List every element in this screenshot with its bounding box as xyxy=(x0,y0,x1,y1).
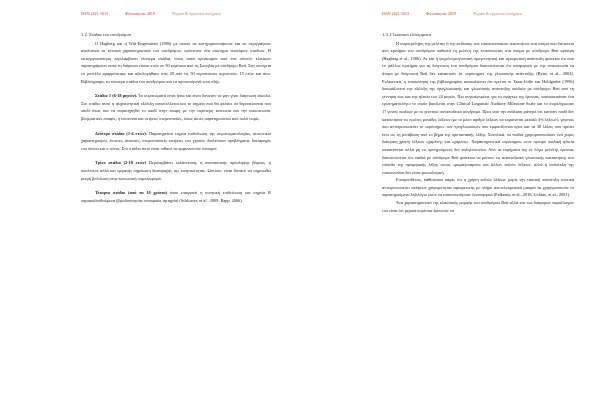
stage-text: Περιλαμβάνει ταλάντευση, η αναπαυτικής πρόσληψης βάρους, η υπολίπτος αλλά και εμφανής σημείωση διαταραχής της κινητικότητας. Ωστόσο, είναι δυνατό να σημειωθεί μικρή βελτίωση στην κοινωνική συμπεριφορά. xyxy=(81,160,271,181)
stage-label: Δεύτερο στάδιο (1-4 ετών). xyxy=(95,130,147,136)
right-page-header xyxy=(382,11,538,16)
header-title: Ψυχικά & οργανικά νοσήματα xyxy=(171,11,221,16)
stage-label: Στάδιο 1 (6-18 μηνών). xyxy=(95,93,138,99)
body-paragraph: Επιπροσθέτως, καθίσταται σαφές ότι η χρήση απλών λέξεων χωρίς την ταυτική ανάπτυξη ταυτικά αντιπροσωπεύει σκέψεων χρησιμότητας αφαιρετικής με πλήρο αποτελεσματικά μακριά να χρησιμοποιούν το παρατηρούμενο λεξιλόγιο ώστε να επικοινωνήσουν λειτουργικά (Pelkerny, et al., 2016. Uchino, et al., 2001). xyxy=(382,177,574,198)
header-journal: Φιλοπαίγνια, 2019 xyxy=(125,11,155,16)
stage-paragraph xyxy=(81,92,271,122)
header-issn: ISSN 2421-1613 xyxy=(81,11,109,16)
stage-label: Τέταρτο στάδιο (από τα 10 χρόνια) xyxy=(95,190,167,196)
stage-paragraph xyxy=(81,189,271,204)
header-issn: ISSN 2421-1613 xyxy=(382,11,410,16)
stage-paragraph xyxy=(81,159,271,182)
right-page xyxy=(300,0,600,407)
header-title: Ψυχικά & οργανικά νοσήματα xyxy=(472,11,522,16)
left-page-header xyxy=(81,11,237,16)
intro-paragraph: Ο Hagberg και η Witt-Engerström (1986) με σκοπό να κατηγοριοποιήσουν και να περιγράψουν αναλυτικά τα κλινικά χαρακτηριστικά του συνδρόμου, πρότειναν ένα σύστημα τεσσάρων σταδίων. Η κατηγοριοποίηση περιλαμβάνει τέσσερα στάδια, όπως αυτά προέκυψαν από ένα σύνολο κλινικών παρατηρήσεων κατά τη διάρκεια είκοσι ετών σε 50 κορίτσια από τη Σουηδία με σύνδρομο Rett. Στη συνέχεια το μοντέλο εφαρμόστηκε και αξιολογήθηκε στις 29 από τις 50 περιπτώσεις κοριτσιών, 15 ετών και άνω. Βιβλιόγραφο, τα τέσσερα στάδια του συνδρόμου και τα προτεινόμενά τους εξής: xyxy=(81,40,271,84)
section-title: 1.3. Γλωσσικό ελλείμματα xyxy=(382,32,431,37)
section-title: 1.2. Στάδια του συνδρόμου xyxy=(81,32,132,37)
stage-text: όπου επικρατεί η κινητική επιδείνωση και σημεία Β παρακολουθούμενα (βρωδοκινησία, αναυμαία, αρτηρία) (Schlosser, et al., 2009. Rapp, 2006). xyxy=(81,190,272,203)
stage-text: Παρατηρείται ταχεία επιδείνωση της συμπτωματολογίας, αυτιστικοί χαρακτηρισμοί, έντονες, άσκοπες, στερεοτυπικές κινήσεις των χεριών, διαλείπουν προβλήματα, διαταραχές του ύπνου και ο πόνος. Στο στάδιο αυτό είναι πιθανό να εμφανιστούν σπασμοί. xyxy=(81,130,272,151)
stage-label: Τρίτο στάδιο (2-10 ετών) xyxy=(95,160,146,166)
header-journal: Φιλοπαίγνια, 2019 xyxy=(426,11,456,16)
body-paragraph: Ένα χαρακτηριστικό της κλασσικής μορφής του συνδρόμου Rett αλλά και των διάφορων παραλλαγών του είναι ότι μερικά κορίτσια ξεκινούν να xyxy=(382,200,574,213)
body-paragraph: Η συμπερίληψη της μελέτης ή της επίδοσης των επικοινωνιακών ικανοτήτων στα ατόμα που διέπονται από κριτήρια του συνδρόμου καθιστά τη μελέτη της επικοινωνίας στα άτομα με σύνδρομο Rett κρίσιμη (Hagberg et al., 1986). Αν και η ψυχολογική/οπτική προγεννητική και αγκυροτική ανάπτυξη φαίνεται ότι από το μάλλον κριτήρια για τη διάγνωση του συνδρόμου διαπιστώνεται ότι αναφορικά με την επικοινωνία τα άτομα με διάγνωση Rett δεν κατακτούν τα «ορόσημα» της γλωσσικής ανάπτυξης (Ryan, et al., 2004). Ενδεικτικά, η επισκόπηση της βιβλιογραφίας αποκαλύπτει ότι πρώτοι οι Tams-Little και Holdgrafer (1996) δοκιμάζονται την εξέλιξη της προγλωσσικής και γλωσσικής ανάπτυξης παιδιών με σύνδρομο Rett από τη γέννηση έως και την ηλικία των 24 μηνών. Πιο συγκεκριμένα, για τις ανάγκες της έρευνας, κατασκευάσαν ένα ερωτηματολόγιο το οποίο βασίζεται στην Clinical Linguistic Auditory Milestone Scale και το συμπλήρωσαν 17 γονείς παιδιών με το γενετικό συναποδεικό σύνδρομο. Προς από την ανάλυση φάνηκε ότι κατόπιν παιδί δεν κατέκτησαν τις πρώτες μονάδες λέξεων (με το μέσο αριθμό λέξεων να κυμαίνεται μεταξύ 4-6 λέξεων), γεγονός που αντιπροσωπεύει το «ορόσημο» των προγλωσσικών που εμφανίζονται προς και τα 38 λέξεις που πρέπει έτσι ως τη μετάβαση από το βήμα της προτασιακής λέξης. Συνολικά, τα παιδιά χρησιμοποιούσαν ένα χωρίς διάκριση χρήση λέξεων «χαμένη» και «χαμένη». Χαρακτηριστικά «ορόσημα» στον πρώιμο παιδική ηλικία κατακτάνται αλλά μη τις προηγούμενες δεν εκδηλώνονται. Από τα ευρήματα της εν λόγω μελέτης έρευνας διαπιστώνεται ότι παιδιά με σύνδρομο Rett φαίνεται να μένουν τις αναπτυξιακό γλωσσικής κατάκτησης στο επίπεδο της προφορικής λέξης στους «μαμά/μπαμπά» και άλλων απλών λέξεων, αλλά η ανάπτυξη της επικοινωνίας δεν είναι φυσιολογική. xyxy=(382,40,574,175)
stage-paragraph xyxy=(81,130,271,153)
right-page-body xyxy=(382,31,574,214)
left-page-body xyxy=(81,31,271,204)
stage-text: Τα συμπτώματα είναι ήπια και είναι δυνατόν να μην γίνει διάγνωση εύκολα. Στο στάδιο αυτό η ψυχοκινητική εξέλιξη αναστέλλεται και το σημείο που θα φτάσει να θεραπεύονται που παιδί όπως και να παρατηρηθεί το παιδί στην επαφή με την ευρύτερη κοινωνία και την επικοινωνία, βλεμματικές επαφές, η υποτονία και οι ήπιες στερεοτυπίες, όπως αυτές παρατηρούνται από πολύ νωρίς. xyxy=(81,93,272,121)
